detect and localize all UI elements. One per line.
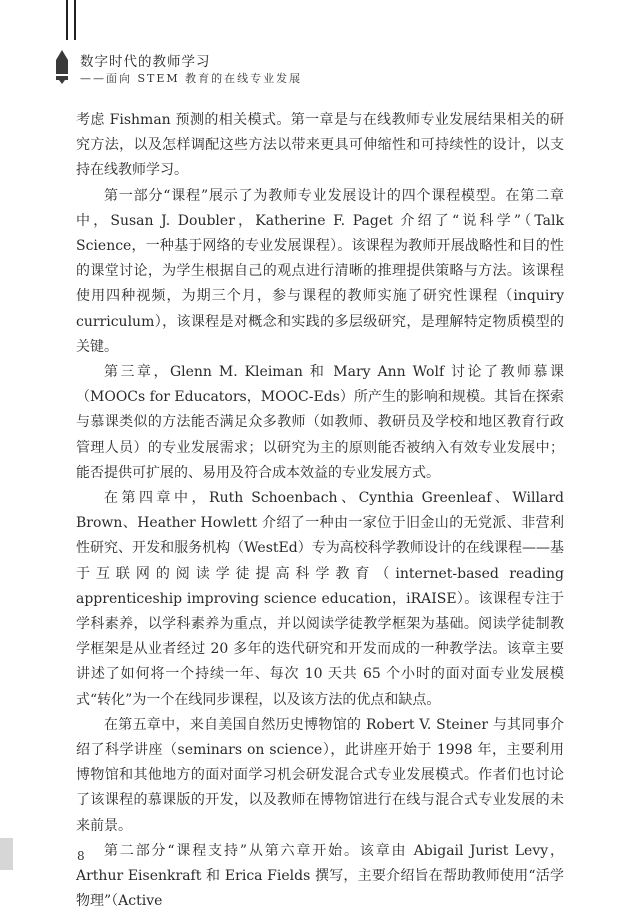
header-rule-right [74,0,76,40]
running-header-subtitle: ——面向 STEM 教育的在线专业发展 [80,72,303,85]
page-edge-tab [0,838,13,870]
paragraph: 考虑 Fishman 预测的相关模式。第一章是与在线教师专业发展结果相关的研究方法，以及怎样调配这些方法以带来更具可伸缩性和可持续性的设计，以支持在线教师学习。 [76,112,564,179]
paragraph: 在第四章中，Ruth Schoenbach、Cynthia Greenleaf、Willard Brown、Heather Howlett 介绍了一种由一家位于旧金山的无党派、非营利性研究、开发和服务机构（WestEd）专为高校科学教师设计的在线课程——基于互联网的阅读学徒提高科学教育（internet-based reading apprenticeship improving science education，iRAISE）。该课程专注于学科素养，以学科素养为重点，并以阅读学徒教学框架为基础。阅读学徒制教学框架是从业者经过 20 多年的迭代研究和开发而成的一种教学法。该章主要讲述了如何将一个持续一年、每次 10 天共 65 个小时的面对面专业发展模式“转化”为一个在线同步课程，以及该方法的优点和缺点。 [76,490,564,708]
header-rule-left [66,0,68,40]
paragraph: 第一部分“课程”展示了为教师专业发展设计的四个课程模型。在第二章中，Susan J. Doubler，Katherine F. Paget 介绍了“说科学”（Talk Science，一种基于网络的专业发展课程）。该课程为教师开展战略性和目的性的课堂讨论，为学生根据自己的观点进行清晰的推理提供策略与方法。该课程使用四种视频，为期三个月，参与课程的教师实施了研究性课程（inquiry curriculum），该课程是对概念和实践的多层级研究，是理解特定物质模型的关键。 [76,187,564,355]
paragraph: 在第五章中，来自美国自然历史博物馆的 Robert V. Steiner 与其同事介绍了科学讲座（seminars on science），此讲座开始于 1998 年，主要利用博物馆和其他地方的面对面学习机会研发混合式专业发展模式。作者们也讨论了该课程的慕课版的开发，以及教师在博物馆进行在线与混合式专业发展的未来前景。 [76,716,564,834]
running-header-title: 数字时代的教师学习 [80,54,211,70]
body-text [76,108,564,915]
paragraph: 第二部分“课程支持”从第六章开始。该章由 Abigail Jurist Levy，Arthur Eisenkraft 和 Erica Fields 撰写，主要介绍旨在帮助教师使用“活学物理”（Active [76,842,564,910]
paragraph: 第三章，Glenn M. Kleiman 和 Mary Ann Wolf 讨论了教师慕课（MOOCs for Educators，MOOC-Eds）所产生的影响和规模。其旨在探索与慕课类似的方法能否满足众多教师（如教师、教研员及学校和地区教育行政管理人员）的专业发展需求；以研究为主的原则能否被纳入有效专业发展中；能否提供可扩展的、易用及符合成本效益的专业发展方式。 [76,364,564,481]
page-number: 8 [77,849,85,863]
pen-nib-icon [54,50,70,84]
